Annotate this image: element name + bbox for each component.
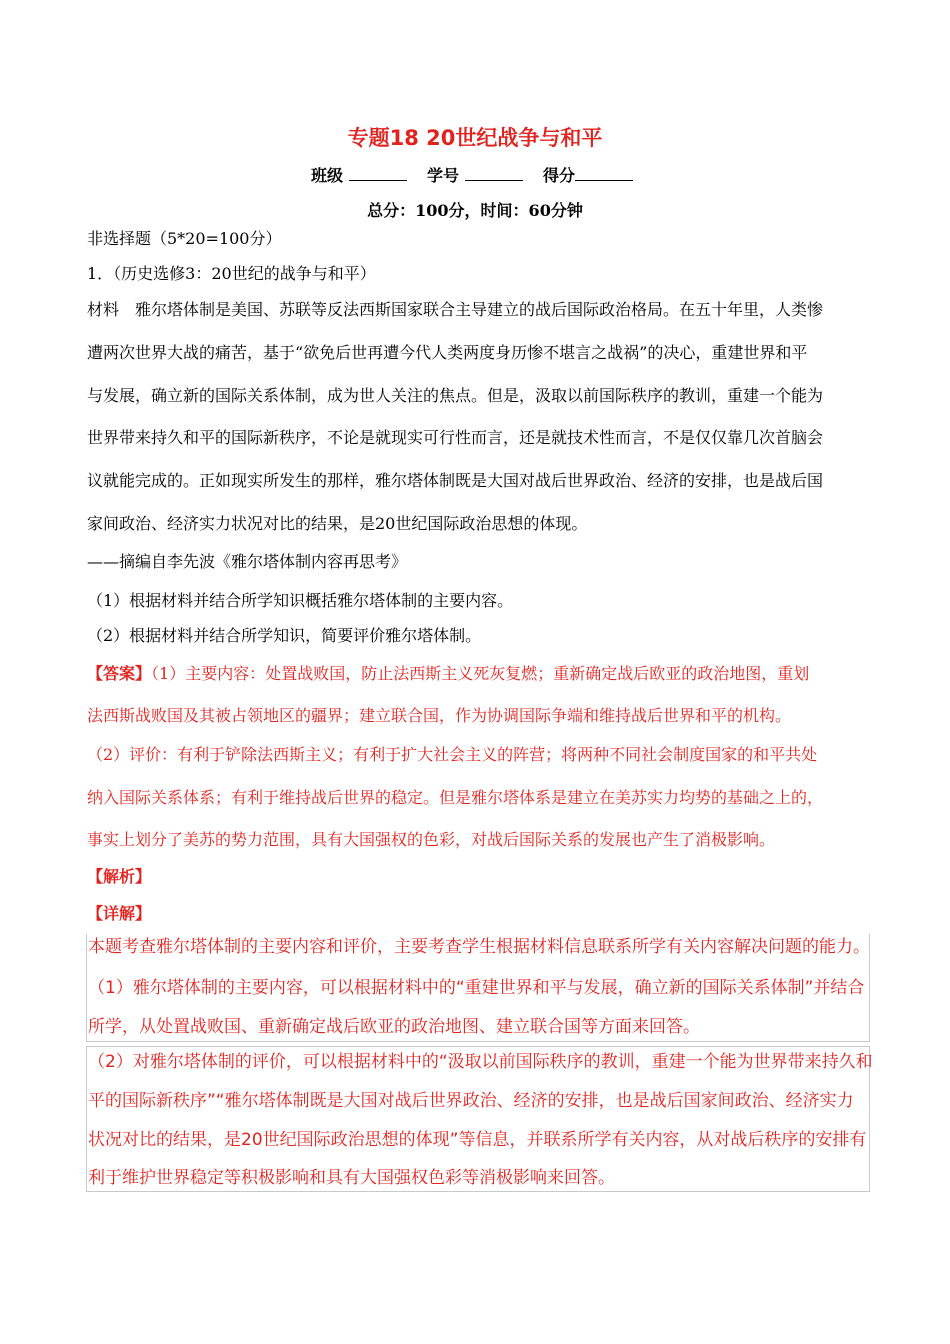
section-heading: 非选择题（5*20=100分） bbox=[87, 229, 282, 248]
material-line: 材料 雅尔塔体制是美国、苏联等反法西斯国家联合主导建立的战后国际政治格局。在五十年里，人类惨 bbox=[87, 300, 824, 319]
material-line: 遭两次世界大战的痛苦，基于“欲免后世再遭今代人类两度身历惨不堪言之战祸”的决心，重建世界和平 bbox=[87, 343, 808, 362]
answer-line: （2）评价：有利于铲除法西斯主义；有利于扩大社会主义的阵营；将两种不同社会制度国家的和平共处 bbox=[87, 745, 818, 764]
class-label: 班级 bbox=[310, 166, 343, 185]
detail-box-1 bbox=[86, 934, 870, 1042]
answer-line: 纳入国际关系体系；有利于维持战后世界的稳定。但是雅尔塔体系是建立在美苏实力均势的基础之上的， bbox=[87, 788, 824, 807]
answer-line-1: 【答案】（1）主要内容：处置战败国，防止法西斯主义死灰复燃；重新确定战后欧亚的政治地图，重划 bbox=[87, 664, 810, 683]
material-source: ——摘编自李先波《雅尔塔体制内容再思考》 bbox=[87, 552, 408, 571]
id-label: 学号 bbox=[426, 166, 459, 185]
detail-box-2 bbox=[86, 1046, 873, 1192]
id-blank bbox=[465, 166, 523, 181]
class-blank bbox=[349, 166, 407, 181]
sub-question-1: （1）根据材料并结合所学知识概括雅尔塔体制的主要内容。 bbox=[87, 591, 514, 610]
detail-line: 状况对比的结果，是20世纪国际政治思想的体现”等信息，并联系所学有关内容，从对战后秩序的安排有 bbox=[88, 1130, 867, 1150]
score-info: 总分：100分，时间：60分钟 bbox=[367, 201, 583, 220]
material-line: 世界带来持久和平的国际新秩序，不论是就现实可行性而言，还是就技术性而言，不是仅仅靠几次首脑会 bbox=[87, 428, 824, 447]
question-number: 1．（历史选修3：20世纪的战争与和平） bbox=[87, 264, 376, 283]
detail-line: 平的国际新秩序”“雅尔塔体制既是大国对战后世界政治、经济的安排，也是战后国家间政治、经济实力 bbox=[88, 1091, 854, 1111]
answer-tag: 【答案】 bbox=[87, 664, 152, 683]
page-title: 专题18 20世纪战争与和平 bbox=[347, 126, 603, 150]
score-label: 得分 bbox=[543, 166, 576, 185]
detail-tag: 【详解】 bbox=[87, 904, 152, 923]
score-blank bbox=[575, 166, 633, 181]
detail-line: 本题考查雅尔塔体制的主要内容和评价，主要考查学生根据材料信息联系所学有关内容解决问题的能力。 bbox=[88, 937, 870, 957]
detail-line: 所学，从处置战败国、重新确定战后欧亚的政治地图、建立联合国等方面来回答。 bbox=[88, 1017, 700, 1037]
detail-line: 利于维护世界稳定等积极影响和具有大国强权色彩等消极影响来回答。 bbox=[88, 1168, 615, 1188]
material-line: 与发展，确立新的国际关系体制，成为世人关注的焦点。但是，汲取以前国际秩序的教训，重建一个能为 bbox=[87, 386, 824, 405]
material-line: 家间政治、经济实力状况对比的结果，是20世纪国际政治思想的体现。 bbox=[87, 514, 588, 533]
student-info-row bbox=[0, 166, 950, 186]
material-line: 议就能完成的。正如现实所发生的那样，雅尔塔体制既是大国对战后世界政治、经济的安排，也是战后国 bbox=[87, 471, 824, 490]
detail-line: （2）对雅尔塔体制的评价，可以根据材料中的“汲取以前国际秩序的教训，重建一个能为世界带来持久和 bbox=[88, 1052, 873, 1072]
answer-line: 法西斯战败国及其被占领地区的疆界；建立联合国，作为协调国际争端和维持战后世界和平的机构。 bbox=[87, 706, 792, 725]
answer-line: 事实上划分了美苏的势力范围，具有大国强权的色彩，对战后国际关系的发展也产生了消极影响。 bbox=[87, 830, 776, 849]
analysis-tag: 【解析】 bbox=[87, 867, 152, 886]
detail-line: （1）雅尔塔体制的主要内容，可以根据材料中的“重建世界和平与发展，确立新的国际关系体制”并结合 bbox=[88, 978, 865, 998]
sub-question-2: （2）根据材料并结合所学知识，简要评价雅尔塔体制。 bbox=[87, 626, 482, 645]
